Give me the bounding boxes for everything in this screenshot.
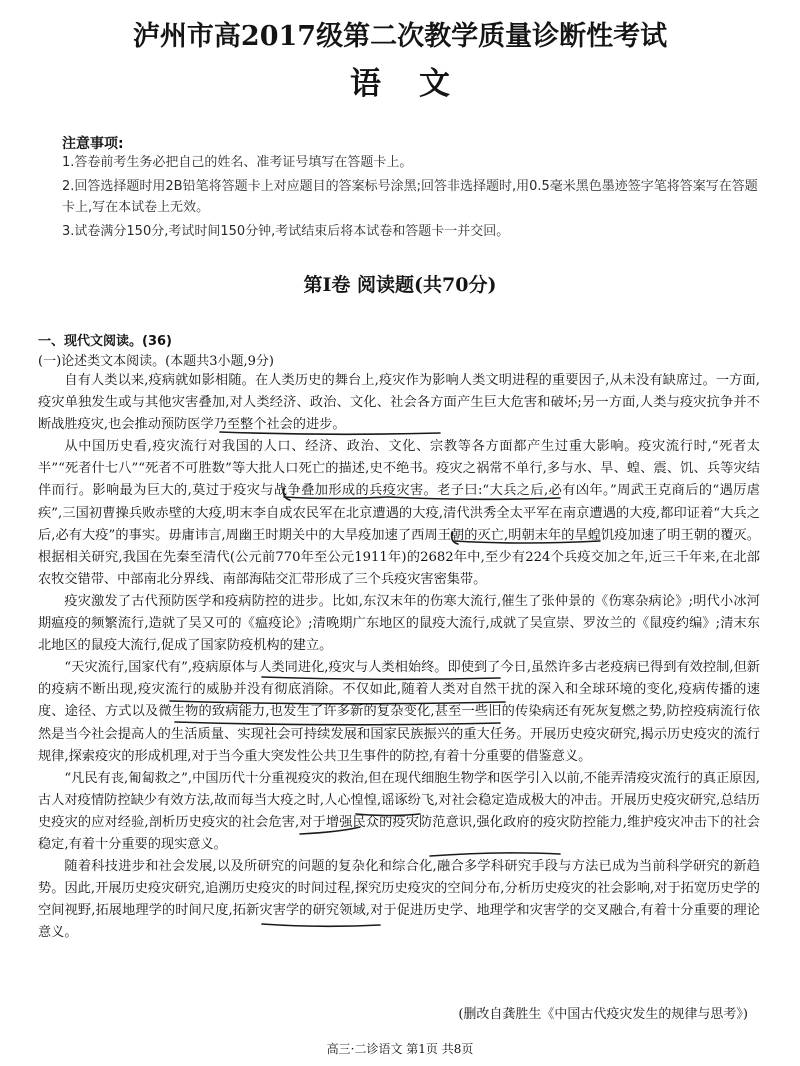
notice-item: 3.试卷满分150分,考试时间150分钟,考试结束后将本试卷和答题卡一并交回。	[62, 224, 510, 239]
source-attribution: (删改自龚胜生《中国古代疫灾发生的规律与思考》)	[458, 1007, 748, 1022]
passage-paragraph: 疫灾激发了古代预防医学和疫病防控的进步。比如,东汉末年的伤寒大流行,催生了张仲景的《伤寒杂病论》;明代小冰河期瘟疫的频繁流行,造就了吴又可的《瘟疫论》;清晚期广东地区的鼠疫大流行,成就了吴宣崇、罗汝兰的《鼠疫约编》;清末东北地区的鼠疫大流行,促成了国家防疫机构的建立。	[38, 593, 760, 654]
notice-list	[62, 152, 762, 245]
exam-title: 泸州市高2017级第二次教学质量诊断性考试	[132, 21, 668, 52]
passage-paragraph: 从中国历史看,疫灾流行对我国的人口、经济、政治、文化、宗教等各方面都产生过重大影响。疫灾流行时,“死者太半”“死者什七八”“死者不可胜数”等大批人口死亡的描述,史不绝书。疫灾之祸常不单行,多与水、旱、蝗、震、饥、兵等灾结伴而行。影响最为巨大的,莫过于疫灾与战争叠加形成的兵疫灾害。老子曰:“大兵之后,必有凶年。”周武王克商后的“遇厉虐疾”,三国初曹操兵败赤壁的大疫,明末李自成农民军在北京遭遇的大疫,清代洪秀全太平军在南京遭遇的大疫,都印证着“大兵之后,必有大疫”的事实。毋庸讳言,周幽王时期关中的大旱疫加速了西周王朝的灭亡,明朝末年的旱蝗饥疫加速了明王朝的覆灭。根据相关研究,我国在先秦至清代(公元前770年至公元1911年)的2682年中,至少有224个兵疫交加之年,近三千年来,在北部农牧交错带、中部南北分界线、南部海陆交汇带形成了三个兵疫灾害密集带。	[38, 439, 760, 587]
subject-title: 语文	[350, 66, 488, 102]
page-footer: 高三·二诊语文 第1页 共8页	[326, 1042, 474, 1056]
passage-paragraph: 自有人类以来,疫病就如影相随。在人类历史的舞台上,疫灾作为影响人类文明进程的重要因子,从未没有缺席过。一方面,疫灾单独发生或与其他灾害叠加,对人类经济、政治、文化、社会各方面产生巨大危害和破坏;另一方面,人类与疫灾抗争并不断战胜疫灾,也会推动预防医学乃至整个社会的进步。	[38, 373, 760, 433]
part-heading: 一、现代文阅读。(36)	[38, 334, 172, 349]
passage-paragraph: “天灾流行,国家代有”,疫病原体与人类同进化,疫灾与人类相始终。即使到了今日,虽然许多古老疫病已得到有效控制,但新的疫病不断出现,疫灾流行的威胁并没有彻底消除。不仅如此,随着人类对自然干扰的深入和全球环境的变化,疫病传播的速度、途径、方式以及微生物的致病能力,也发生了许多新的复杂变化,甚至一些旧的传染病还有死灰复燃之势,防控疫病流行依然是当今社会提高人的生活质量、实现社会可持续发展和国家民族振兴的重大任务。开展历史疫灾研究,揭示历史疫灾的流行规律,探索疫灾的形成机理,对于当今重大突发性公共卫生事件的防控,有着十分重要的借鉴意义。	[38, 660, 760, 764]
notice-item: 2.回答选择题时用2B铅笔将答题卡上对应题目的答案标号涂黑;回答非选择题时,用0.5毫米黑色墨迹签字笔将答案写在答题卡上,写在本试卷上无效。	[62, 179, 758, 215]
passage-paragraph: “凡民有丧,匍匐救之”,中国历代十分重视疫灾的救治,但在现代细胞生物学和医学引入以前,不能弄清疫灾流行的真正原因,古人对疫情防控缺少有效方法,故而每当大疫之时,人心惶惶,谣诼纷飞,对社会稳定造成极大的冲击。开展历史疫灾研究,总结历史疫灾的应对经验,剖析历史疫灾的社会危害,对于增强民众的疫灾防范意识,强化政府的疫灾防控能力,维护疫灾冲击下的社会稳定,有着十分重要的现实意义。	[38, 770, 760, 852]
section-title: 第Ⅰ卷 阅读题(共70分)	[303, 274, 497, 296]
notice-title: 注意事项:	[62, 136, 124, 152]
sub-heading: (一)论述类文本阅读。(本题共3小题,9分)	[38, 354, 274, 369]
passage-paragraph: 随着科技进步和社会发展,以及所研究的问题的复杂化和综合化,融合多学科研究手段与方法已成为当前科学研究的新趋势。因此,开展历史疫灾研究,追溯历史疫灾的时间过程,探究历史疫灾的空间分布,分析历史疫灾的社会影响,对于拓宽历史学的空间视野,拓展地理学的时间尺度,拓新灾害学的研究领域,对于促进历史学、地理学和灾害学的交叉融合,有着十分重要的理论意义。	[38, 859, 760, 941]
reading-passage	[38, 370, 760, 944]
notice-item: 1.答卷前考生务必把自己的姓名、准考证号填写在答题卡上。	[62, 155, 413, 170]
